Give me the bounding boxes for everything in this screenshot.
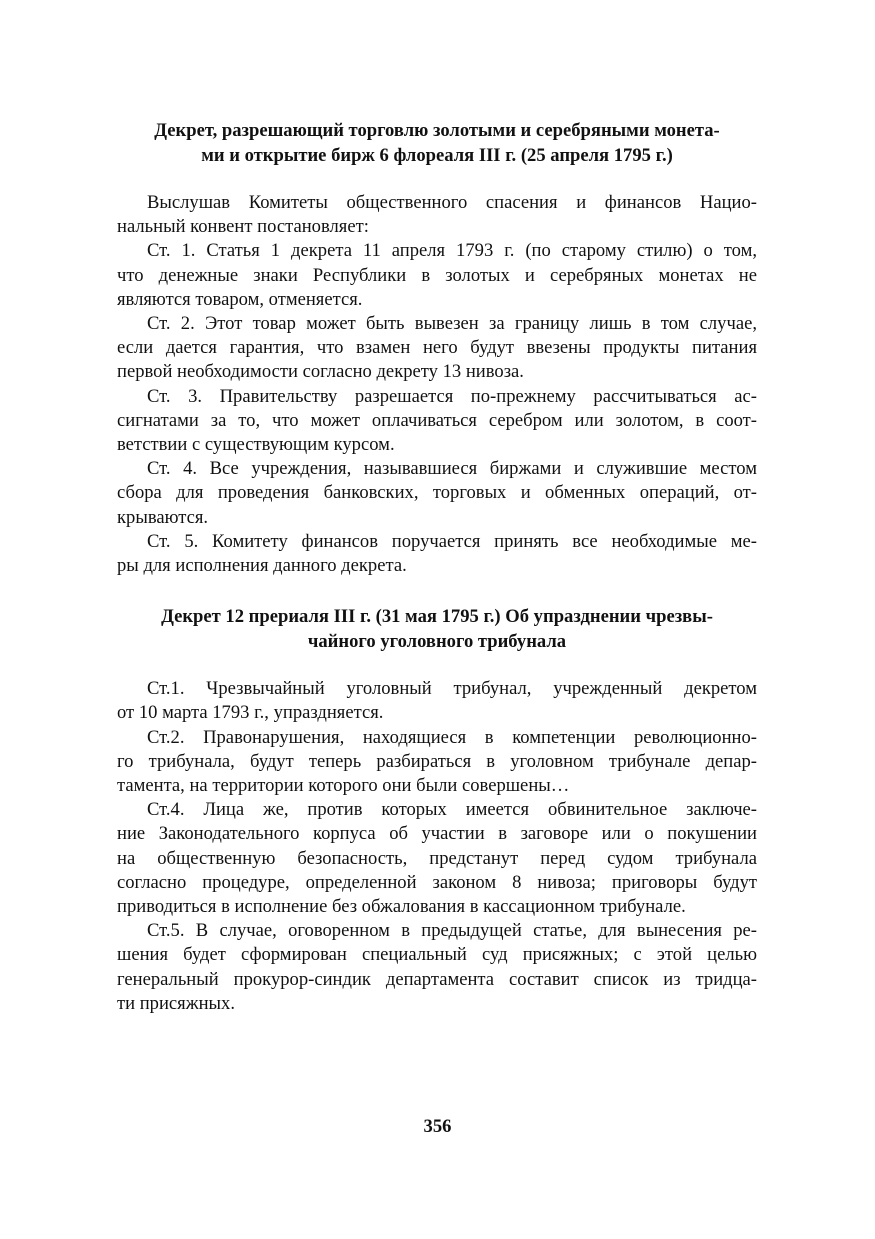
text-line: Ст.5. В случае, оговоренном в предыдущей статье, для вынесения ре- bbox=[147, 920, 757, 942]
text-line: тамента, на территории которого они были совершены… bbox=[117, 775, 570, 797]
text-line: на общественную безопасность, предстанут перед судом трибунала bbox=[117, 847, 757, 869]
text-line: Ст. 2. Этот товар может быть вывезен за границу лишь в том случае, bbox=[147, 313, 757, 335]
paragraph-article-1 bbox=[117, 239, 757, 312]
text-line: го трибунала, будут теперь разбираться в уголовном трибунале депар- bbox=[117, 750, 757, 772]
paragraph-article-2 bbox=[117, 726, 757, 799]
text-line: нальный конвент постановляет: bbox=[117, 216, 369, 238]
text-line: генеральный прокурор-синдик департамента составит список из тридца- bbox=[117, 968, 757, 990]
text-line: приводиться в исполнение без обжалования в кассационном трибунале. bbox=[117, 896, 686, 918]
text-line: согласно процедуре, определенной законом 8 нивоза; приговоры будут bbox=[117, 871, 757, 893]
paragraph-article-1 bbox=[117, 677, 757, 725]
decree-title-line: ми и открытие бирж 6 флореаля III г. (25 апреля 1795 г.) bbox=[201, 145, 673, 166]
text-line: от 10 марта 1793 г., упраздняется. bbox=[117, 702, 384, 724]
text-line: Ст. 3. Правительству разрешается по-прежнему рассчитываться ас- bbox=[147, 385, 757, 407]
paragraph-article-5 bbox=[117, 530, 757, 578]
text-line: Ст. 4. Все учреждения, называвшиеся биржами и служившие местом bbox=[147, 458, 757, 480]
paragraph-article-4 bbox=[117, 457, 757, 530]
text-line: что денежные знаки Республики в золотых и серебряных монетах не bbox=[117, 264, 757, 286]
text-line: крываются. bbox=[117, 506, 209, 528]
text-line: шения будет сформирован специальный суд присяжных; с этой целью bbox=[117, 944, 757, 966]
text-line: являются товаром, отменяется. bbox=[117, 288, 363, 310]
page-number: 356 bbox=[423, 1116, 452, 1137]
paragraph-article-3 bbox=[117, 385, 757, 458]
text-line: сбора для проведения банковских, торговых и обменных операций, от- bbox=[117, 482, 757, 504]
text-line: Ст. 5. Комитету финансов поручается принять все необходимые ме- bbox=[147, 530, 757, 552]
text-line: Ст.1. Чрезвычайный уголовный трибунал, учрежденный декретом bbox=[147, 678, 757, 700]
decree-section-prairial bbox=[117, 604, 757, 1016]
paragraph-article-4 bbox=[117, 798, 757, 919]
text-line: ние Законодательного корпуса об участии в заговоре или о покушении bbox=[117, 823, 757, 845]
decree-title-line: Декрет 12 прериаля III г. (31 мая 1795 г.) Об упразднении чрезвы- bbox=[161, 606, 713, 628]
decree-title-line: чайного уголовного трибунала bbox=[307, 631, 567, 653]
text-line: Выслушав Комитеты общественного спасения и финансов Нацио- bbox=[147, 192, 757, 213]
text-line: сигнатами за то, что может оплачиваться серебром или золотом, в соот- bbox=[117, 409, 757, 431]
decree-title-prairial bbox=[117, 604, 757, 654]
paragraph-preamble bbox=[117, 191, 757, 239]
decree-title-line: Декрет, разрешающий торговлю золотыми и серебряными монета- bbox=[154, 120, 720, 141]
page-body bbox=[117, 118, 757, 1016]
text-line: ветствии с существующим курсом. bbox=[117, 434, 395, 456]
text-line: Ст.4. Лица же, против которых имеется обвинительное заключе- bbox=[147, 799, 757, 821]
text-line: Ст.2. Правонарушения, находящиеся в компетенции революционно- bbox=[147, 726, 757, 748]
text-line: первой необходимости согласно декрету 13 нивоза. bbox=[117, 361, 524, 383]
text-line: если дается гарантия, что взамен него будут ввезены продукты питания bbox=[117, 337, 757, 359]
paragraph-article-5 bbox=[117, 919, 757, 1016]
paragraph-article-2 bbox=[117, 312, 757, 385]
text-line: Ст. 1. Статья 1 декрета 11 апреля 1793 г. (по старому стилю) о том, bbox=[147, 240, 757, 262]
decree-section-floreal bbox=[117, 118, 757, 578]
text-line: ти присяжных. bbox=[117, 992, 235, 1014]
decree-title-floreal bbox=[117, 118, 757, 168]
text-line: ры для исполнения данного декрета. bbox=[117, 555, 407, 577]
